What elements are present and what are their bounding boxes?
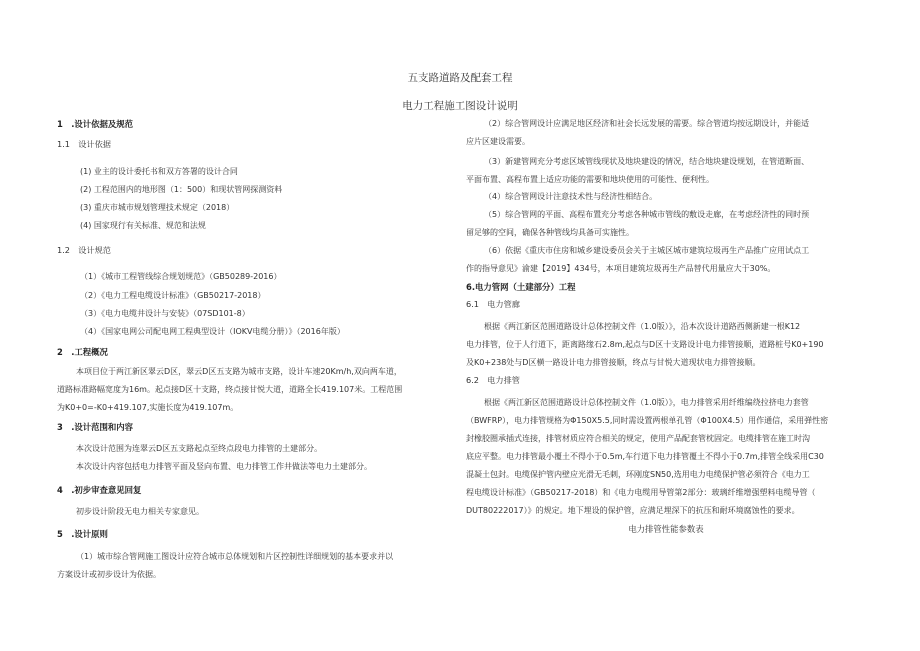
- section-1-heading: 1 .设计依据及规范: [57, 119, 134, 129]
- overview-line: 本项目位于两江新区翠云D区，翠云D区五支路为城市支路，设计车速20Km/h,双向两车道，: [76, 367, 402, 376]
- cable-duct-line: DUT80222017）》的规定。地下埋设的保护管，应满足埋深下的抗压和耐环境腐蚀性的要求。: [466, 506, 800, 515]
- cable-corridor-line: 及K0+238处与D区横一路设计电力排管接顺，终点与甘悦大道现状电力排管接顺。: [466, 358, 761, 367]
- principle-line: 方案设计或初步设计为依据。: [57, 570, 161, 579]
- section-6-1-heading: 6.1 电力管廊: [466, 299, 520, 309]
- principle-line: 留足够的空间，确保各种管线均具备可实施性。: [466, 228, 634, 237]
- section-1-1-heading: 1.1 设计依据: [57, 139, 111, 149]
- section-6-heading: 6.电力管网（土建部分）工程: [466, 282, 576, 292]
- cable-duct-line: 程电缆设计标准》（GB50217-2018）和《电力电缆用导管第2部分：玻璃纤维增强塑料电缆导管（: [466, 488, 816, 497]
- section-3-heading: 3 .设计范围和内容: [57, 422, 134, 432]
- cable-duct-line: 底应平整。电力排管最小覆土不得小于0.5m,车行道下电力排管覆土不得小于0.7m,排管全线采用C30: [466, 452, 824, 461]
- principle-line: 作的指导意见》渝建【2019】434号，本项目建筑垃圾再生产品替代用量应大于30%。: [466, 264, 776, 273]
- basis-item: (1) 业主的设计委托书和双方答署的设计合同: [80, 167, 238, 176]
- principle-line: （1）城市综合管网施工图设计应符合城市总体规划和片区控制性详细规划的基本要求并以: [76, 552, 394, 561]
- principle-line: （3）新建管网充分考虑区域管线现状及地块建设的情况，结合地块建设规划，在管道断面、: [484, 157, 810, 166]
- cable-duct-line: 混凝土包封。电缆保护管内壁应光滑无毛刺，环刚度SN50,选用电力电缆保护管必须符合《电力工: [466, 470, 810, 479]
- document-subtitle: 电力工程施工图设计说明: [402, 100, 518, 112]
- section-5-heading: 5 .设计原则: [57, 529, 108, 539]
- standard-item: （4）《国家电网公司配电网工程典型设计（IOKV电缆分册）》（2016年版）: [80, 327, 345, 336]
- overview-line: 道路标准路幅宽度为16m。起点接D区十支路，终点接甘悦大道，道路全长419.107米。工程范围: [57, 385, 403, 394]
- basis-item: (2) 工程范围内的地形图（1：500）和现状管网探测资料: [80, 185, 283, 194]
- section-4-heading: 4 .初步审查意见回复: [57, 485, 142, 495]
- review-line: 初步设计阶段无电力相关专家意见。: [76, 507, 204, 516]
- principle-line: （5）综合管网的平面、高程布置充分考虑各种城市管线的敷设走廊，在考虑经济性的同时预: [484, 210, 810, 219]
- principle-line: （4）综合管网设计注意技术性与经济性相结合。: [484, 192, 658, 201]
- document-title: 五支路道路及配套工程: [407, 72, 513, 84]
- table-title: 电力排管性能参数表: [628, 524, 704, 534]
- standard-item: （2）《电力工程电缆设计标准》（GB50217-2018）: [80, 291, 266, 300]
- section-6-2-heading: 6.2 电力排管: [466, 375, 520, 385]
- standard-item: （1）《城市工程管线综合规划规范》（GB50289-2016）: [80, 272, 282, 281]
- cable-duct-line: 封橡胶圈承插式连接，排管材质应符合相关的规定，使用产品配套管枕固定。电缆排管在施工时沟: [466, 434, 810, 443]
- scope-line: 本次设计范围为连翠云D区五支路起点至终点段电力排管的土建部分。: [76, 444, 323, 453]
- standard-item: （3）《电力电缆井设计与安装》（07SD101-8）: [80, 309, 250, 318]
- scope-line: 本次设计内容包括电力排管平面及竖向布置、电力排管工作井做法等电力土建部分。: [76, 462, 372, 471]
- principle-line: 应片区建设需要。: [466, 137, 530, 146]
- cable-duct-line: 根据《两江新区范围道路设计总体控制文件（1.0版）》，电力排管采用纤维编绕拉挤电力套管: [484, 398, 809, 407]
- cable-corridor-line: 电力排管，位于人行道下，距离路缘石2.8m,起点与D区十支路设计电力排管接顺，道路桩号K0+190: [466, 340, 824, 349]
- principle-line: 平面布置、高程布置上适应功能的需要和地块使用的可能性、便利性。: [466, 175, 714, 184]
- principle-line: （6）依据《重庆市住房和城乡建设委员会关于主城区城市建筑垃圾再生产品推广应用试点工: [484, 246, 810, 255]
- section-1-2-heading: 1.2 设计规范: [57, 245, 111, 255]
- section-2-heading: 2 .工程概况: [57, 347, 108, 357]
- basis-item: (4) 国家现行有关标准、规范和法规: [80, 221, 206, 230]
- cable-duct-line: （BWFRP），电力排管规格为Φ150X5.5,同时需设置两根单孔管（Φ100X4.5）用作通信，采用弹性密: [466, 416, 829, 425]
- principle-line: （2）综合管网设计应满足地区经济和社会长远发展的需要。综合管道均按远期设计，并能适: [484, 119, 810, 128]
- cable-corridor-line: 根据《两江新区范围道路设计总体控制文件（1.0版）》，沿本次设计道路西侧新建一根K12: [484, 322, 801, 331]
- basis-item: (3) 重庆市城市规划管理技术规定（2018）: [80, 203, 235, 212]
- overview-line: 为K0+0=-K0+419.107,实施长度为419.107m。: [57, 403, 239, 412]
